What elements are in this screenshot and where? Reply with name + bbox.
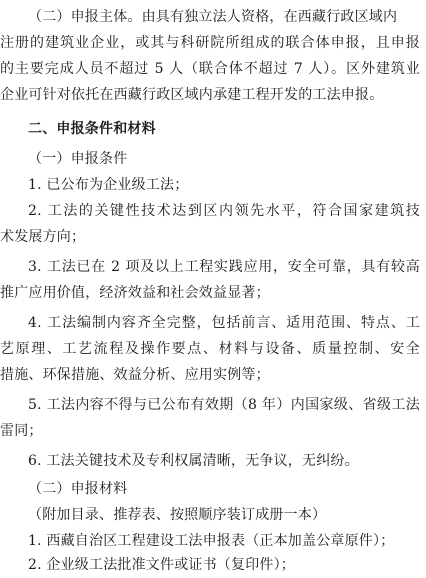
section-heading: 二、申报条件和材料 bbox=[28, 121, 156, 137]
condition-item-3-line-1: 3. 工法已在 2 项及以上工程实践应用，安全可靠，具有较高 bbox=[28, 259, 420, 275]
subsection-title-conditions: （一）申报条件 bbox=[28, 151, 128, 167]
paragraph-line-3: 的主要完成人员不超过 5 人（联合体不超过 7 人）。区外建筑业 bbox=[0, 61, 420, 77]
condition-item-5-line-1: 5. 工法内容不得与已公布有效期（8 年）内国家级、省级工法 bbox=[28, 397, 420, 413]
material-item-1: 1. 西藏自治区工程建设工法申报表（正本加盖公章原件）； bbox=[28, 533, 395, 549]
condition-item-4-line-2: 艺原理、工艺流程及操作要点、材料与设备、质量控制、安全 bbox=[0, 341, 420, 357]
condition-item-2-line-2: 术发展方向； bbox=[0, 229, 86, 245]
material-item-2: 2. 企业级工法批准文件或证书（复印件）； bbox=[28, 557, 296, 573]
paragraph-line-1 bbox=[28, 4, 420, 30]
subsection-label: （二）申报主体。 bbox=[28, 9, 142, 25]
condition-item-6: 6. 工法关键技术及专利权属清晰，无争议，无纠纷。 bbox=[28, 453, 359, 469]
paragraph-line-2: 注册的建筑业企业，或其与科研院所组成的联合体申报，且申报 bbox=[0, 35, 420, 51]
condition-item-3-line-2: 推广应用价值，经济效益和社会效益显著； bbox=[0, 285, 270, 301]
condition-item-4-line-3: 措施、环保措施、效益分析、应用实例等； bbox=[0, 367, 270, 383]
condition-item-1: 1. 已公布为企业级工法； bbox=[28, 177, 189, 193]
materials-note: （附加目录、推荐表、按照顺序装订成册一本） bbox=[28, 507, 327, 523]
condition-item-4-line-1: 4. 工法编制内容齐全完整，包括前言、适用范围、特点、工 bbox=[28, 315, 420, 331]
paragraph-text: 由具有独立法人资格，在西藏行政区域内 bbox=[141, 9, 398, 25]
condition-item-5-line-2: 雷同； bbox=[0, 423, 43, 439]
condition-item-2-line-1: 2. 工法的关键性技术达到区内领先水平，符合国家建筑技 bbox=[28, 203, 420, 219]
subsection-title-materials: （二）申报材料 bbox=[28, 481, 128, 497]
paragraph-line-4: 企业可针对依托在西藏行政区域内承建工程开发的工法申报。 bbox=[0, 87, 384, 103]
